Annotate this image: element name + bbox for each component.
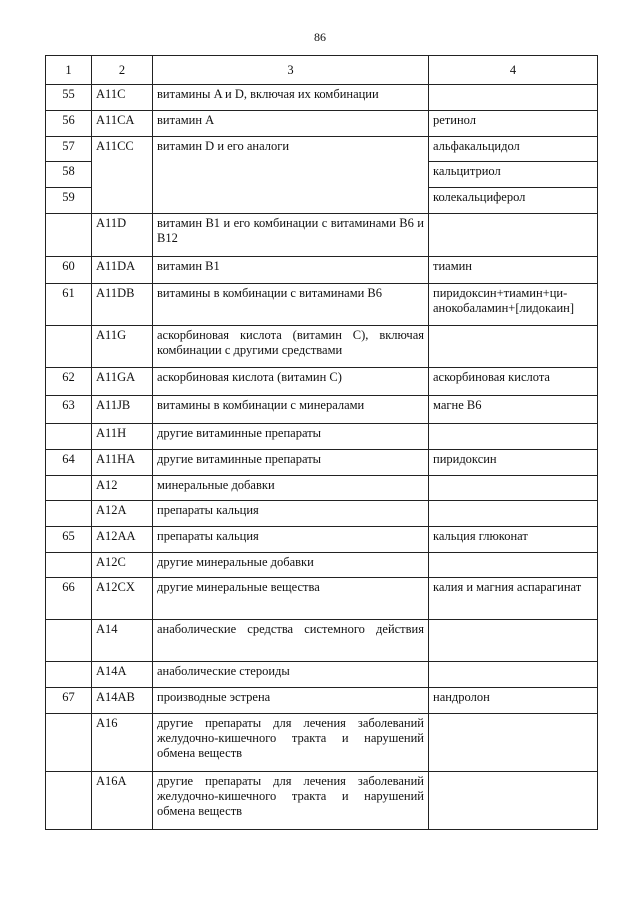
- table-row: [46, 450, 598, 476]
- table-row: [46, 85, 598, 111]
- group-description: витамин A: [153, 111, 429, 137]
- drug-name: [429, 662, 598, 688]
- row-number: [46, 772, 92, 830]
- table-row: [46, 578, 598, 620]
- atc-code: A12A: [92, 501, 153, 527]
- atc-code: A12AA: [92, 527, 153, 553]
- atc-code: A14: [92, 620, 153, 662]
- drug-name: тиамин: [429, 257, 598, 284]
- row-number: [46, 214, 92, 257]
- row-number: [46, 553, 92, 578]
- group-description: витамины A и D, включая их комбинации: [153, 85, 429, 111]
- drug-name: кальция глюконат: [429, 527, 598, 553]
- atc-code: A16: [92, 714, 153, 772]
- group-description: препараты кальция: [153, 527, 429, 553]
- group-description: анаболические средства системного действия: [153, 620, 429, 662]
- page-number: 86: [314, 30, 326, 44]
- table-row: [46, 326, 598, 368]
- atc-code: A11D: [92, 214, 153, 257]
- table-row: [46, 111, 598, 137]
- group-description: другие препараты для лечения заболеваний желудочно-кишечного тракта и нарушений обмена веществ: [153, 772, 429, 830]
- row-number: 61: [46, 284, 92, 326]
- drug-name: кальцитриол: [429, 162, 598, 188]
- table-row: [46, 527, 598, 553]
- group-description: другие витаминные препараты: [153, 424, 429, 450]
- row-number: 62: [46, 368, 92, 396]
- drug-name: [429, 326, 598, 368]
- atc-code: A11C: [92, 85, 153, 111]
- atc-code: A11HA: [92, 450, 153, 476]
- drug-classification-table: [45, 55, 598, 830]
- group-description: другие препараты для лечения заболеваний желудочно-кишечного тракта и нарушений обмена веществ: [153, 714, 429, 772]
- row-number: 66: [46, 578, 92, 620]
- table-row: [46, 368, 598, 396]
- row-number: 63: [46, 396, 92, 424]
- drug-name: [429, 714, 598, 772]
- row-number: [46, 501, 92, 527]
- row-number: 67: [46, 688, 92, 714]
- row-number: 60: [46, 257, 92, 284]
- header-col-1: 1: [46, 56, 92, 85]
- atc-code: A11H: [92, 424, 153, 450]
- drug-name: пиридоксин: [429, 450, 598, 476]
- drug-name: магне B6: [429, 396, 598, 424]
- table-row: [46, 501, 598, 527]
- drug-name: альфакальцидол: [429, 137, 598, 162]
- table-row: [46, 688, 598, 714]
- group-description: аскорбиновая кислота (витамин C): [153, 368, 429, 396]
- atc-code: A11CC: [92, 137, 153, 214]
- table-row: [46, 772, 598, 830]
- drug-name: аскорбиновая кислота: [429, 368, 598, 396]
- group-description: препараты кальция: [153, 501, 429, 527]
- header-col-4: 4: [429, 56, 598, 85]
- drug-name: [429, 501, 598, 527]
- row-number: [46, 424, 92, 450]
- group-description: другие минеральные вещества: [153, 578, 429, 620]
- group-description: витамины в комбинации с минералами: [153, 396, 429, 424]
- drug-name: калия и магния аспарагинат: [429, 578, 598, 620]
- table-row: [46, 620, 598, 662]
- atc-code: A11G: [92, 326, 153, 368]
- drug-name: [429, 476, 598, 501]
- atc-code: A11JB: [92, 396, 153, 424]
- atc-code: A14A: [92, 662, 153, 688]
- table-row: [46, 662, 598, 688]
- group-description: другие витаминные препараты: [153, 450, 429, 476]
- group-description: анаболические стероиды: [153, 662, 429, 688]
- group-description: витамин D и его аналоги: [153, 137, 429, 214]
- drug-name: [429, 620, 598, 662]
- row-number: [46, 662, 92, 688]
- drug-name: нандролон: [429, 688, 598, 714]
- group-description: минеральные добавки: [153, 476, 429, 501]
- group-description: производные эстрена: [153, 688, 429, 714]
- table-header-row: [46, 56, 598, 85]
- row-number: [46, 476, 92, 501]
- drug-name: [429, 214, 598, 257]
- table-row: [46, 284, 598, 326]
- drug-name: пиридоксин+тиамин+ци-анокобаламин+[лидокаин]: [429, 284, 598, 326]
- table-row: [46, 714, 598, 772]
- atc-code: A16A: [92, 772, 153, 830]
- table-row: [46, 476, 598, 501]
- table-row: [46, 257, 598, 284]
- drug-name: [429, 772, 598, 830]
- table-row: [46, 424, 598, 450]
- row-number: 58: [46, 162, 92, 188]
- table-row: [46, 396, 598, 424]
- atc-code: A11DB: [92, 284, 153, 326]
- group-description: витамин B1 и его комбинации с витаминами B6 и B12: [153, 214, 429, 257]
- drug-name: колекальциферол: [429, 188, 598, 214]
- drug-name: [429, 424, 598, 450]
- atc-code: A11CA: [92, 111, 153, 137]
- drug-name: [429, 553, 598, 578]
- table-row: [46, 214, 598, 257]
- group-description: аскорбиновая кислота (витамин C), включая комбинации с другими средствами: [153, 326, 429, 368]
- row-number: 64: [46, 450, 92, 476]
- table-row: [46, 553, 598, 578]
- atc-code: A11GA: [92, 368, 153, 396]
- atc-code: A12CX: [92, 578, 153, 620]
- atc-code: A14AB: [92, 688, 153, 714]
- row-number: 57: [46, 137, 92, 162]
- atc-code: A12C: [92, 553, 153, 578]
- group-description: витамин B1: [153, 257, 429, 284]
- table-row: [46, 137, 598, 162]
- row-number: 59: [46, 188, 92, 214]
- drug-name: [429, 85, 598, 111]
- row-number: [46, 326, 92, 368]
- row-number: [46, 714, 92, 772]
- atc-code: A11DA: [92, 257, 153, 284]
- group-description: другие минеральные добавки: [153, 553, 429, 578]
- atc-code: A12: [92, 476, 153, 501]
- header-col-3: 3: [153, 56, 429, 85]
- row-number: 56: [46, 111, 92, 137]
- drug-name: ретинол: [429, 111, 598, 137]
- row-number: 55: [46, 85, 92, 111]
- group-description: витамины в комбинации с витаминами B6: [153, 284, 429, 326]
- row-number: [46, 620, 92, 662]
- header-col-2: 2: [92, 56, 153, 85]
- row-number: 65: [46, 527, 92, 553]
